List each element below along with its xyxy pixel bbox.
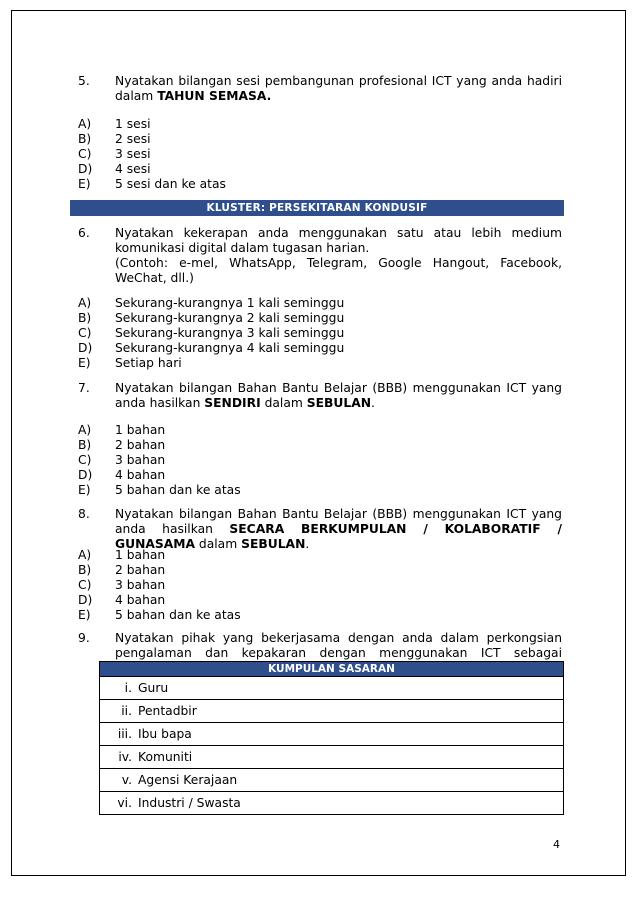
table-row[interactable]: iv. Komuniti xyxy=(100,746,564,769)
option-c[interactable]: C) Sekurang-kurangnya 3 kali seminggu xyxy=(78,326,345,340)
option-d[interactable]: D) Sekurang-kurangnya 4 kali seminggu xyxy=(78,341,345,355)
table-row[interactable]: vi. Industri / Swasta xyxy=(100,792,564,815)
option-b[interactable]: B) 2 sesi xyxy=(78,132,151,146)
table-header-row xyxy=(100,662,564,677)
option-e[interactable]: E) Setiap hari xyxy=(78,356,182,370)
option-e[interactable]: E) 5 bahan dan ke atas xyxy=(78,483,241,497)
option-e[interactable]: E) 5 bahan dan ke atas xyxy=(78,608,241,622)
question-text: Nyatakan kekerapan anda menggunakan satu atau lebih medium komunikasi digital dalam tugasan harian. (Contoh: e-mel, WhatsApp, Telegram, Google Hangout, Facebook, WeChat, dll.) xyxy=(115,226,562,285)
table-row[interactable]: iii. Ibu bapa xyxy=(100,723,564,746)
option-a[interactable]: A) Sekurang-kurangnya 1 kali seminggu xyxy=(78,296,345,310)
cluster-banner: KLUSTER: PERSEKITARAN KONDUSIF xyxy=(70,200,564,216)
table-row[interactable]: i. Guru xyxy=(100,677,564,700)
option-c[interactable]: C) 3 bahan xyxy=(78,453,166,467)
question-text: Nyatakan bilangan sesi pembangunan profesional ICT yang anda hadiri dalam TAHUN SEMASA. xyxy=(115,74,562,103)
option-a[interactable]: A) 1 sesi xyxy=(78,117,151,131)
option-a[interactable]: A) 1 bahan xyxy=(78,423,166,437)
option-b[interactable]: B) 2 bahan xyxy=(78,438,166,452)
option-c[interactable]: C) 3 sesi xyxy=(78,147,151,161)
option-d[interactable]: D) 4 bahan xyxy=(78,593,166,607)
options-q6 xyxy=(78,296,344,371)
table-header: KUMPULAN SASARAN xyxy=(100,662,564,677)
options-q5 xyxy=(78,117,226,192)
question-text: Nyatakan bilangan Bahan Bantu Belajar (BBB) menggunakan ICT yang anda hasilkan SECARA BERKUMPULAN / KOLABORATIF / GUNASAMA dalam SEBULAN. xyxy=(115,507,562,551)
table-row[interactable]: ii. Pentadbir xyxy=(100,700,564,723)
question-6 xyxy=(70,226,562,286)
option-d[interactable]: D) 4 sesi xyxy=(78,162,151,176)
option-d[interactable]: D) 4 bahan xyxy=(78,468,166,482)
option-a[interactable]: A) 1 bahan xyxy=(78,548,166,562)
question-text: Nyatakan bilangan Bahan Bantu Belajar (BBB) menggunakan ICT yang anda hasilkan SENDIRI dalam SEBULAN. xyxy=(115,381,562,410)
table-row[interactable]: v. Agensi Kerajaan xyxy=(100,769,564,792)
question-number: 5. xyxy=(78,74,90,88)
options-q8 xyxy=(78,548,241,623)
question-number: 6. xyxy=(78,226,90,240)
question-8 xyxy=(70,507,562,552)
question-number: 8. xyxy=(78,507,90,521)
option-e[interactable]: E) 5 sesi dan ke atas xyxy=(78,177,226,191)
question-number: 9. xyxy=(78,631,90,645)
option-b[interactable]: B) 2 bahan xyxy=(78,563,166,577)
question-7 xyxy=(70,381,562,411)
option-c[interactable]: C) 3 bahan xyxy=(78,578,166,592)
options-q7 xyxy=(78,423,241,498)
question-5 xyxy=(70,74,562,104)
question-number: 7. xyxy=(78,381,90,395)
question-text: Nyatakan pihak yang bekerjasama dengan anda dalam perkongsian pengalaman dan kepakaran dengan menggunakan ICT sebagai xyxy=(115,631,562,660)
option-b[interactable]: B) Sekurang-kurangnya 2 kali seminggu xyxy=(78,311,345,325)
page-number: 4 xyxy=(553,838,560,851)
target-group-table xyxy=(99,661,564,815)
